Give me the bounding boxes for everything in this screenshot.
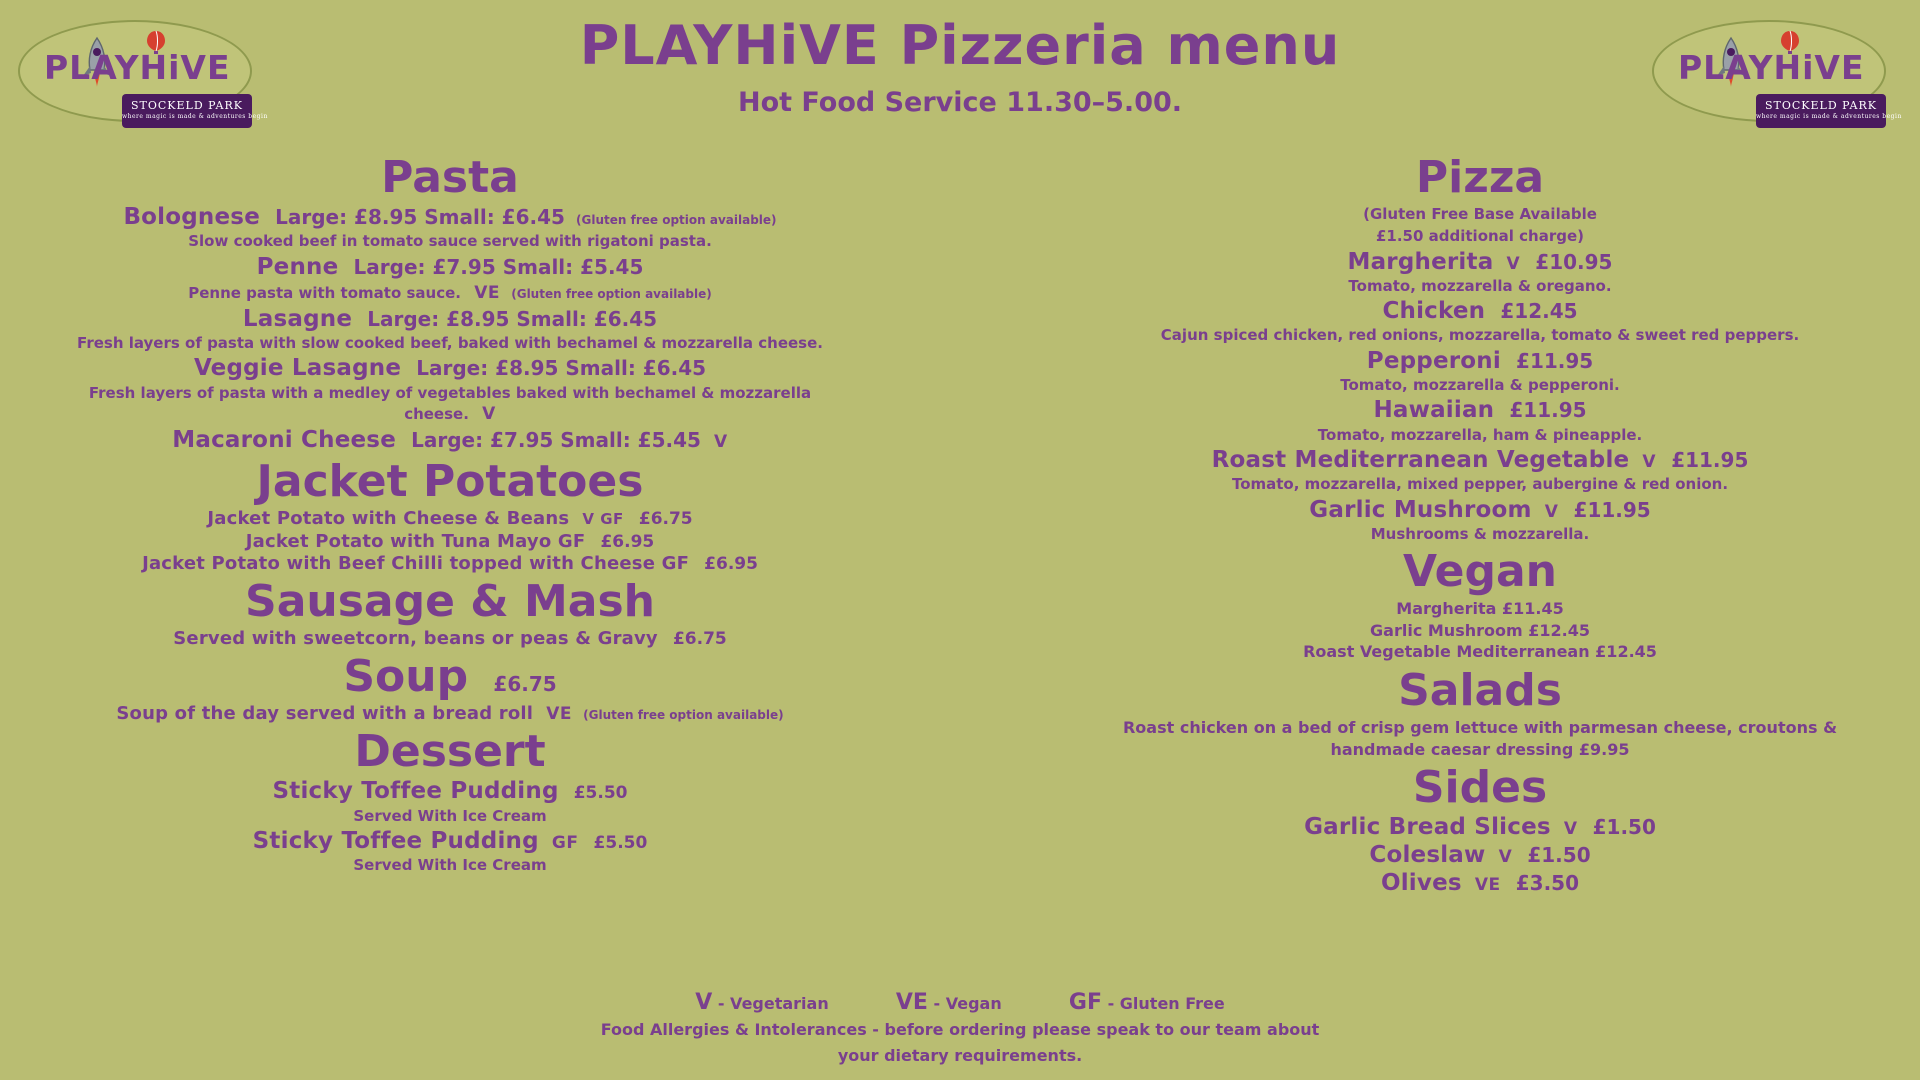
item-price: Large: £7.95 Small: £5.45 — [353, 254, 644, 279]
menu-item-soup — [70, 703, 830, 724]
item-description: Served with sweetcorn, beans or peas & Gravy — [173, 628, 658, 650]
item-name: Jacket Potato with Cheese & Beans — [207, 508, 570, 530]
item-price: £6.75 — [493, 672, 557, 697]
menu-item-chicken-pizza — [1100, 298, 1860, 346]
item-description — [70, 282, 830, 304]
diet-legend — [0, 990, 1920, 1015]
legend-key-v: V — [695, 990, 713, 1015]
item-description: Mushrooms & mozzarella. — [1370, 524, 1590, 543]
item-note: (Gluten free option available) — [583, 708, 784, 723]
legend-key-gf: GF — [1068, 990, 1102, 1015]
section-title-pizza: Pizza — [1415, 152, 1545, 203]
item-name: Penne — [256, 253, 339, 280]
item-note: (Gluten free option available) — [576, 213, 777, 227]
item-description: Tomato, mozzarella, ham & pineapple. — [1317, 425, 1643, 444]
item-price: £5.50 — [593, 833, 648, 854]
item-name: Garlic Bread Slices — [1304, 814, 1551, 841]
item-name: Veggie Lasagne — [193, 355, 402, 382]
item-description: Tomato, mozzarella & pepperoni. — [1340, 375, 1620, 394]
item-description: Tomato, mozzarella & oregano. — [1348, 276, 1612, 295]
pizza-gf-note-line2: £1.50 additional charge) — [1375, 227, 1585, 246]
item-price: £1.50 — [1527, 843, 1591, 868]
item-name: Garlic Mushroom — [1309, 496, 1532, 523]
diet-tag-ve: VE — [546, 704, 573, 725]
section-title-text: Soup — [343, 651, 469, 703]
menu-footer — [0, 990, 1920, 1066]
section-title-jacket-potatoes: Jacket Potatoes — [256, 456, 644, 508]
item-name: Jacket Potato with Beef Chilli topped with Cheese GF — [142, 552, 690, 574]
item-description: Fresh layers of pasta with slow cooked beef, baked with bechamel & mozzarella cheese. — [77, 333, 823, 352]
item-description: Soup of the day served with a bread roll — [116, 703, 534, 725]
right-column — [1100, 150, 1860, 899]
section-title-soup — [70, 651, 830, 703]
menu-item-penne — [70, 254, 830, 304]
salad-description: Roast chicken on a bed of crisp gem lettuce with parmesan cheese, croutons & handmade caesar dressing £9.95 — [1122, 718, 1838, 759]
item-price: Large: £8.95 Small: £6.45 — [275, 205, 565, 229]
menu-item-sticky-toffee-pudding — [70, 778, 830, 826]
vegan-item-roast-vegetable-mediterranean: Roast Vegetable Mediterranean £12.45 — [1303, 642, 1657, 662]
section-title-sides: Sides — [1412, 762, 1548, 814]
item-name: Sticky Toffee Pudding — [252, 828, 539, 855]
item-price: £12.45 — [1500, 299, 1578, 324]
diet-tag-ve: VE — [1474, 875, 1501, 896]
item-price: £1.50 — [1592, 815, 1656, 840]
menu-item-roast-mediterranean-vegetable — [1100, 447, 1860, 495]
item-name: Lasagne — [242, 305, 353, 332]
item-name: Jacket Potato with Tuna Mayo GF — [245, 530, 586, 552]
diet-tag-v: V — [1642, 452, 1657, 472]
item-name: Chicken — [1382, 298, 1486, 325]
diet-tag-v: V — [482, 404, 496, 425]
item-price: £11.95 — [1671, 448, 1749, 472]
item-description — [70, 384, 830, 426]
item-price: £11.95 — [1573, 497, 1651, 522]
vegan-item-margherita: Margherita £11.45 — [1396, 599, 1564, 619]
item-price: Large: £8.95 Small: £6.45 — [416, 356, 707, 381]
menu-item-garlic-mushroom-pizza — [1100, 497, 1860, 545]
item-price: £6.95 — [704, 553, 758, 574]
menu-item-veggie-lasagne — [70, 355, 830, 425]
menu-item-garlic-bread-slices — [1100, 814, 1860, 841]
menu-item-macaroni-cheese — [70, 427, 830, 454]
item-name: Roast Mediterranean Vegetable — [1211, 447, 1630, 473]
item-note: (Gluten free option available) — [511, 286, 712, 301]
legend-text-gf: - Gluten Free — [1107, 994, 1225, 1013]
page-title: PLAYHiVE Pizzeria menu — [579, 14, 1341, 77]
item-name: Sticky Toffee Pudding — [272, 778, 559, 805]
stockeld-park-tagline: where magic is made & adventures begin — [1756, 113, 1902, 120]
diet-tags: V GF — [582, 510, 624, 529]
item-description: Served With Ice Cream — [353, 806, 547, 825]
section-title-pasta: Pasta — [381, 152, 519, 203]
legend-text-v: - Vegetarian — [717, 994, 829, 1013]
item-name: Margherita — [1347, 248, 1494, 275]
section-title-salads: Salads — [1398, 665, 1562, 717]
item-price: £6.95 — [600, 531, 655, 552]
item-price: £11.95 — [1509, 398, 1587, 423]
diet-tag-gf: GF — [551, 833, 579, 854]
diet-tag-v: V — [714, 432, 728, 453]
diet-tag-v: V — [1544, 501, 1559, 522]
menu-item-hawaiian — [1100, 397, 1860, 445]
diet-tag-v: V — [1506, 253, 1521, 274]
item-description: Slow cooked beef in tomato sauce served with rigatoni pasta. — [188, 232, 712, 251]
pizza-gf-note-line1: (Gluten Free Base Available — [1363, 205, 1597, 223]
logo-wordmark: PLAYHiVE — [1678, 48, 1865, 87]
item-name: Pepperoni — [1366, 347, 1501, 374]
menu-item-pepperoni — [1100, 348, 1860, 396]
diet-tag-v: V — [1498, 847, 1513, 868]
logo-wordmark: PLAYHiVE — [44, 48, 231, 87]
menu-item-jacket-beef-chilli — [70, 553, 830, 574]
section-title-sausage-mash: Sausage & Mash — [245, 576, 655, 628]
item-price: £5.50 — [573, 783, 628, 804]
menu-item-coleslaw — [1100, 842, 1860, 869]
allergy-notice-line2: your dietary requirements. — [837, 1045, 1083, 1065]
item-description-text: Fresh layers of pasta with a medley of vegetables baked with bechamel & mozzarella cheese. — [88, 383, 812, 424]
stockeld-park-tagline: where magic is made & adventures begin — [122, 113, 268, 120]
left-column — [70, 150, 830, 878]
item-name: Coleslaw — [1369, 842, 1486, 869]
legend-text-ve: - Vegan — [933, 994, 1002, 1013]
allergy-notice-line1: Food Allergies & Intolerances - before ordering please speak to our team about — [600, 1020, 1320, 1039]
stockeld-park-name: STOCKELD PARK — [130, 99, 243, 112]
menu-item-margherita — [1100, 249, 1860, 297]
item-price: £11.95 — [1516, 348, 1594, 373]
item-description: Tomato, mozzarella, mixed pepper, aubergine & red onion. — [1231, 475, 1729, 494]
item-name: Bolognese — [123, 204, 260, 230]
diet-tag-v: V — [1563, 819, 1578, 840]
item-price: Large: £7.95 Small: £5.45 — [411, 428, 701, 453]
item-price: £3.50 — [1515, 871, 1580, 896]
item-name: Olives — [1380, 870, 1462, 897]
diet-tag-ve: VE — [474, 282, 500, 303]
service-hours: Hot Food Service 11.30–5.00. — [737, 86, 1183, 118]
stockeld-park-name: STOCKELD PARK — [1764, 99, 1877, 112]
vegan-item-garlic-mushroom: Garlic Mushroom £12.45 — [1370, 620, 1590, 640]
item-description-text: Penne pasta with tomato sauce. — [188, 283, 461, 302]
menu-item-olives — [1100, 870, 1860, 897]
section-title-dessert: Dessert — [354, 726, 546, 778]
item-description: Served With Ice Cream — [353, 856, 547, 875]
section-title-vegan: Vegan — [1403, 546, 1557, 598]
item-price: £6.75 — [672, 629, 727, 650]
menu-item-sausage-mash — [70, 628, 830, 649]
item-price: £6.75 — [638, 509, 693, 530]
legend-key-ve: VE — [895, 990, 928, 1015]
menu-item-bolognese — [70, 204, 830, 252]
menu-header — [0, 14, 1920, 118]
menu-item-lasagne — [70, 306, 830, 354]
menu-item-jacket-cheese-beans — [70, 508, 830, 529]
item-name: Hawaiian — [1373, 397, 1495, 424]
menu-item-jacket-tuna-mayo — [70, 531, 830, 552]
item-name: Macaroni Cheese — [172, 427, 396, 454]
item-price: Large: £8.95 Small: £6.45 — [367, 306, 658, 331]
item-description: Cajun spiced chicken, red onions, mozzarella, tomato & sweet red peppers. — [1160, 326, 1800, 345]
menu-item-sticky-toffee-pudding-gf — [70, 828, 830, 876]
item-price: £10.95 — [1535, 249, 1613, 274]
